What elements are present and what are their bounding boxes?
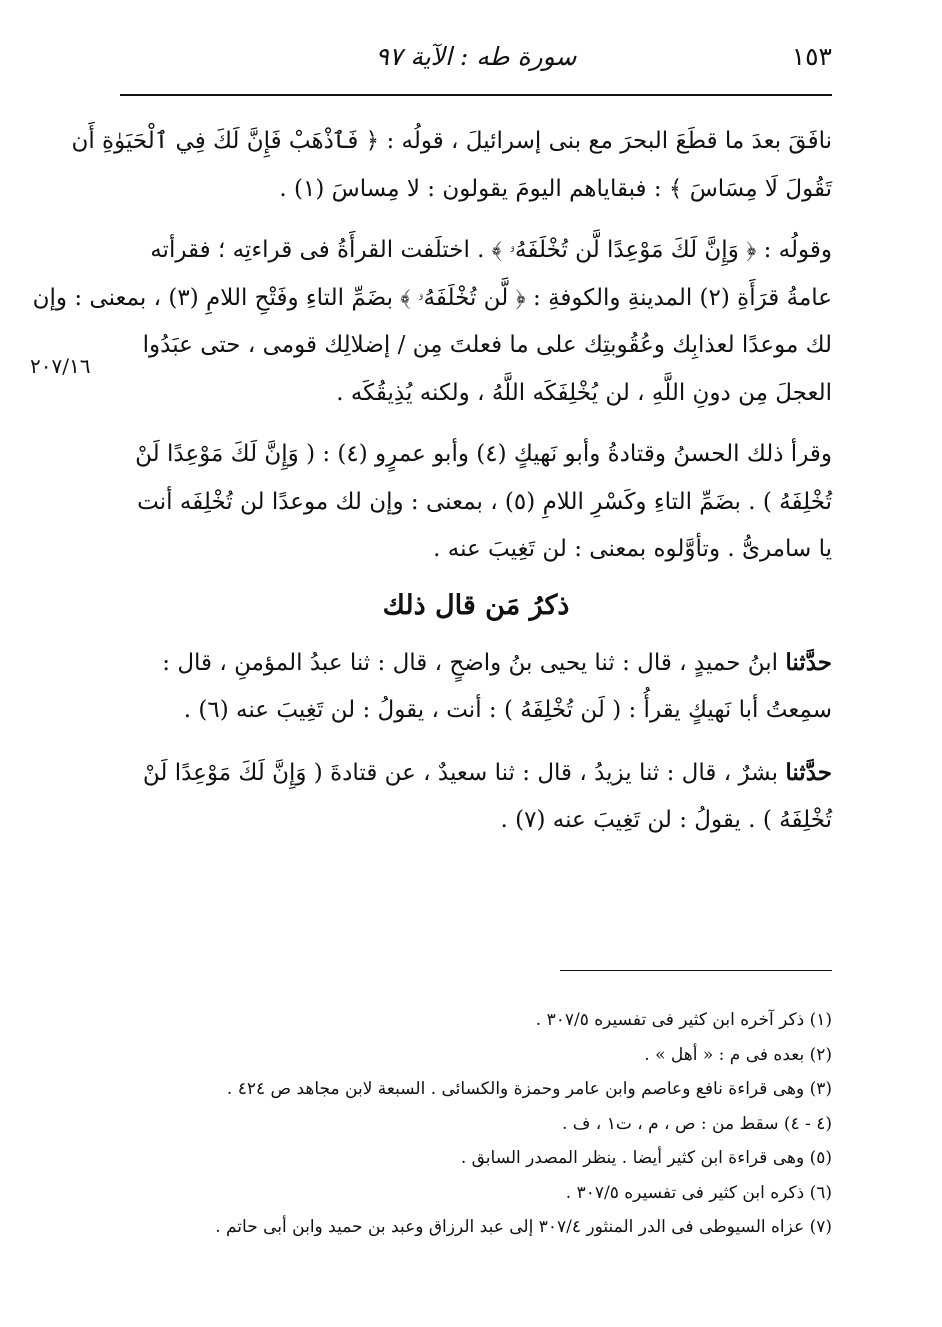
footnote: (٢) بعده فى م : « أهل » . xyxy=(644,1044,832,1065)
footnote: (٦) ذكره ابن كثير فى تفسيره ٣٠٧/٥ . xyxy=(565,1182,832,1203)
text-line: تَقُولَ لَا مِسَاسَ ﴾ : فبقاياهم اليومَ يقولون : لا مِساسَ (١) . xyxy=(279,175,832,202)
narration-text: ابنُ حميدٍ ، قال : ثنا يحيى بنُ واضحٍ ، قال : ثنا عبدُ المؤمنِ ، قال : xyxy=(162,649,786,676)
text-line: وقرأ ذلك الحسنُ وقتادةُ وأبو نَهيكٍ (٤) وأبو عمرٍو (٤) : ( وَإِنَّ لَكَ مَوْعِدًا لَنْ xyxy=(135,441,832,467)
margin-page-reference: ٢٠٧/١٦ xyxy=(30,354,91,378)
text-line xyxy=(120,749,832,798)
text-line: عامةُ قرَأَةِ (٢) المدينةِ والكوفةِ : ﴿ لَّن تُخْلَفَهُۥ ﴾ بضَمِّ التاءِ وفَتْحِ اللامِ (٣) ، بمعنى : وإن xyxy=(32,284,832,311)
section-heading: ذكرُ مَن قال ذلك xyxy=(382,589,570,621)
text-line: تُخْلِفَهُ ) . بضَمِّ التاءِ وكَسْرِ اللامِ (٥) ، بمعنى : وإن لك موعدًا لن تُخْلِفَه أنت xyxy=(137,488,832,515)
footnote: (٥) وهى قراءة ابن كثير أيضا . ينظر المصدر السابق . xyxy=(460,1148,832,1168)
narration-text: بشرٌ ، قال : ثنا يزيدُ ، قال : ثنا سعيدٌ ، عن قتادةَ ( وَإِنَّ لَكَ مَوْعِدًا لَنْ xyxy=(142,759,786,786)
text-line: نافَقَ بعدَ ما قطَعَ البحرَ مع بنى إسرائيلَ ، قولُه : ﴿ فَٱذْهَبْ فَإِنَّ لَكَ فِي ٱلْحَيَوٰةِ أَن xyxy=(71,128,832,154)
footnote: (١) ذكر آخره ابن كثير فى تفسيره ٣٠٧/٥ . xyxy=(535,1010,832,1030)
footnote: (٧) عزاه السيوطى فى الدر المنثور ٣٠٧/٤ إلى عبد الرزاق وعبد بن حميد وابن أبى حاتم . xyxy=(215,1217,832,1237)
footnote: (٣) وهى قراءة نافع وعاصم وابن عامر وحمزة والكسائى . السبعة لابن مجاهد ص ٤٢٤ . xyxy=(226,1079,832,1099)
header-rule xyxy=(120,94,832,96)
paragraph xyxy=(120,431,832,574)
footnote: (٤ - ٤) سقط من : ص ، م ، ت١ ، ف . xyxy=(561,1113,832,1134)
narration-lead: حدَّثنا xyxy=(785,758,832,786)
page-number: ١٥٣ xyxy=(791,42,832,71)
footnotes xyxy=(120,1003,832,1245)
running-head xyxy=(120,40,832,90)
text-line: العجلَ مِن دونِ اللَّهِ ، لن يُخْلِفَكَه اللَّهُ ، ولكنه يُذِيقُكَه . xyxy=(336,379,832,406)
text-line: وقولُه : ﴿ وَإِنَّ لَكَ مَوْعِدًا لَّن تُخْلَفَهُۥ ﴾ . اختلَفت القرأَةُ فى قراءتِه ؛ فقرأته xyxy=(150,237,832,263)
text-line xyxy=(120,639,832,688)
paragraph xyxy=(71,118,832,213)
text-line: سمِعتُ أبا نَهيكٍ يقرأُ : ( لَن تُخْلِفَهُ ) : أنت ، يقولُ : لن تَغِيبَ عنه (٦) . xyxy=(183,697,832,723)
footnote-separator xyxy=(560,970,832,971)
narration xyxy=(120,749,832,845)
text-line: تُخْلِفَهُ ) . يقولُ : لن تَغِيبَ عنه (٧) . xyxy=(500,807,832,833)
chapter-title: سورة طه : الآية ٩٧ xyxy=(375,42,577,71)
narration-lead: حدَّثنا xyxy=(785,648,832,676)
text-line: لك موعدًا لعذابِك وعُقُوبتِك على ما فعلتَ مِن / إضلالِك قومى ، حتى عبَدُوا xyxy=(142,332,832,358)
narration xyxy=(120,639,832,735)
text-line: يا سامرىُّ . وتأوَّلوه بمعنى : لن تَغِيبَ عنه . xyxy=(433,536,832,562)
